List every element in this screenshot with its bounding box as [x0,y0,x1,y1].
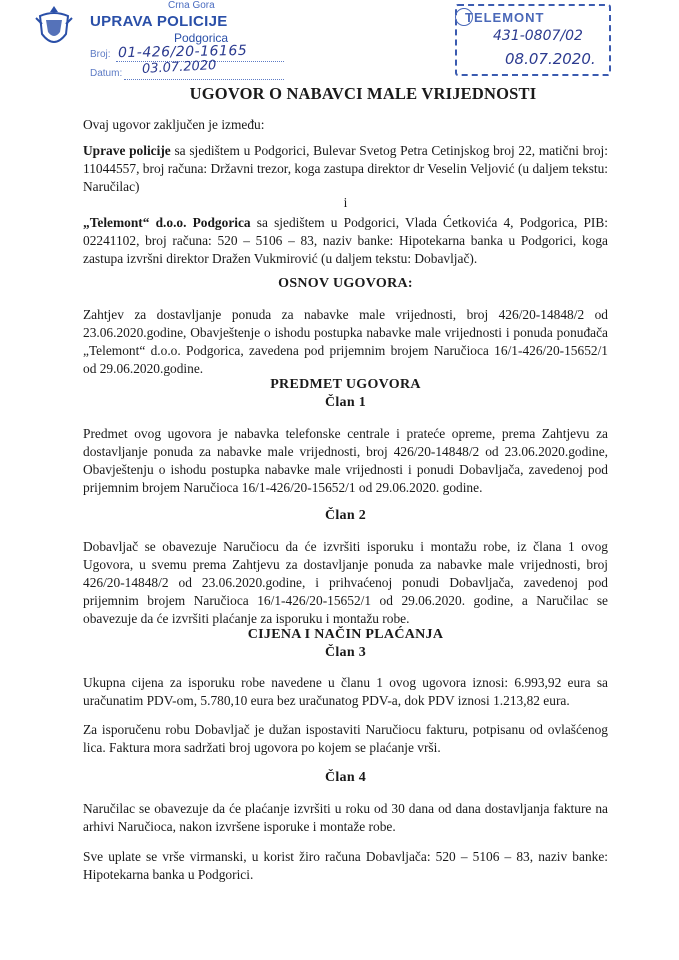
stamp-broj-label: Broj: [90,49,111,60]
clan3-paragraph-2: Za isporučenu robu Dobavljač je dužan ispostaviti Naručiocu fakturu, potpisanu od ovlašćenog lica. Faktura mora sadržati broj ugovora po kojem se plaćanje vrši. [83,722,608,755]
clan1-heading: Član 1 [324,395,367,410]
telemont-stamp [455,4,611,76]
clan1-paragraph: Predmet ovog ugovora je nabavka telefonske centrale i prateće opreme, prema Zahtjevu za dostavljanje ponuda za nabavke male vrijednosti, broj 426/20-14848/2 od 23.06.2020.godine, Obavještenju o ishodu postupka nabavke male vrijednosti i ponudi Dobavljača, zavedenoj pod prijemnim brojem Naručioca 16/1-426/20-15652/1 od 29.06.2020. godine. [83,426,608,495]
stamp-city: Podgorica [174,31,229,45]
stamp-date: 08.07.2020. [505,50,596,68]
party2-name: „Telemont“ d.o.o. Podgorica [83,215,251,230]
stamp-datum-label: Datum: [90,68,123,79]
stamp-datum-value: 03.07.2020 [141,58,217,77]
party2-paragraph [83,214,608,268]
party1-name: Uprave policije [83,143,171,158]
stamp-broj-value: 01-426/20-16165 [117,42,248,62]
stamp-number: 431-0807/02 [493,28,583,44]
osnov-paragraph: Zahtjev za dostavljanje ponuda za nabavke male vrijednosti, broj 426/20-14848/2 od 23.06.2020.godine, Obavještenje o ishodu postupka nabavke male vrijednosti i ponuda ponuđača „Telemont“ d.o.o. Podgorica, zavedena pod prijemnim brojem Naručioca 16/1-426/20-15652/1 od 29.06.2020.godine. [83,307,608,376]
clan2-paragraph: Dobavljač se obavezuje Naručiocu da će izvršiti isporuku i montažu robe, iz člana 1 ovog Ugovora, u svemu prema Zahtjevu za dostavljanje ponuda za nabavke male vrijednosti, broj 426/20-14848/2 od 23.06.2020.godine, i prihvaćenoj ponudi Dobavljača, zavedenoj pod prijemnim brojem Naručioca 16/1-426/20-15652/1 od 29.06.2020. godine, a Naručilac se obavezuje da će izvršiti plaćanje za isporuku i montažu robe. [83,539,608,626]
police-stamp [28,0,358,82]
connector: i [343,195,348,210]
clan4-heading: Član 4 [324,770,367,785]
party1-paragraph [83,142,608,196]
clan3-heading: Član 3 [324,645,367,660]
party1-text: sa sjedištem u Podgorici, Bulevar Svetog Petra Cetinjskog broj 22, matični broj: 11044557, broj računa: Državni trezor, koga zastupa direktor dr Veselin Veljović (u daljem tekstu: Naručilac) [83,143,608,194]
stamp-country: Crna Gora [168,0,215,11]
party2-text: sa sjedištem u Podgorici, Vlada Ćetkovića 4, Podgorica, PIB: 02241102, broj računa: 520 – 5106 – 83, naziv banke: Hipotekarna banka u Podgorici, koga zastupa izvršni direktor Dražen Vukmirović (u daljem tekstu: Dobavljač). [83,215,609,266]
document-title: UGOVOR O NABAVCI MALE VRIJEDNOSTI [189,84,537,103]
crest-icon [34,4,74,52]
intro-paragraph: Ovaj ugovor zaključen je između: [83,117,265,132]
osnov-heading: OSNOV UGOVORA: [278,276,413,291]
predmet-heading: PREDMET UGOVORA [270,377,421,392]
stamp-organization: UPRAVA POLICIJE [90,13,228,30]
clan4-paragraph-2: Sve uplate se vrše virmanski, u korist žiro računa Dobavljača: 520 – 5106 – 83, naziv banke: Hipotekarna banka u Podgorici. [83,849,608,882]
clan4-paragraph-1: Naručilac se obavezuje da će plaćanje izvršiti u roku od 30 dana od dana dostavljanja fakture na arhivi Naručioca, nakon izvršene isporuke i montaže robe. [83,801,608,834]
clan3-paragraph-1: Ukupna cijena za isporuku robe navedene u članu 1 ovog ugovora iznosi: 6.993,92 eura sa uračunatim PDV-om, 5.780,10 eura bez uračunatog PDV-a, dok PDV iznosi 1.213,82 eura. [83,675,608,708]
cijena-heading: CIJENA I NAČIN PLAĆANJA [247,627,444,642]
clan2-heading: Član 2 [324,508,367,523]
stamp-company: TELEMONT [465,10,545,25]
datum-line [124,79,284,81]
